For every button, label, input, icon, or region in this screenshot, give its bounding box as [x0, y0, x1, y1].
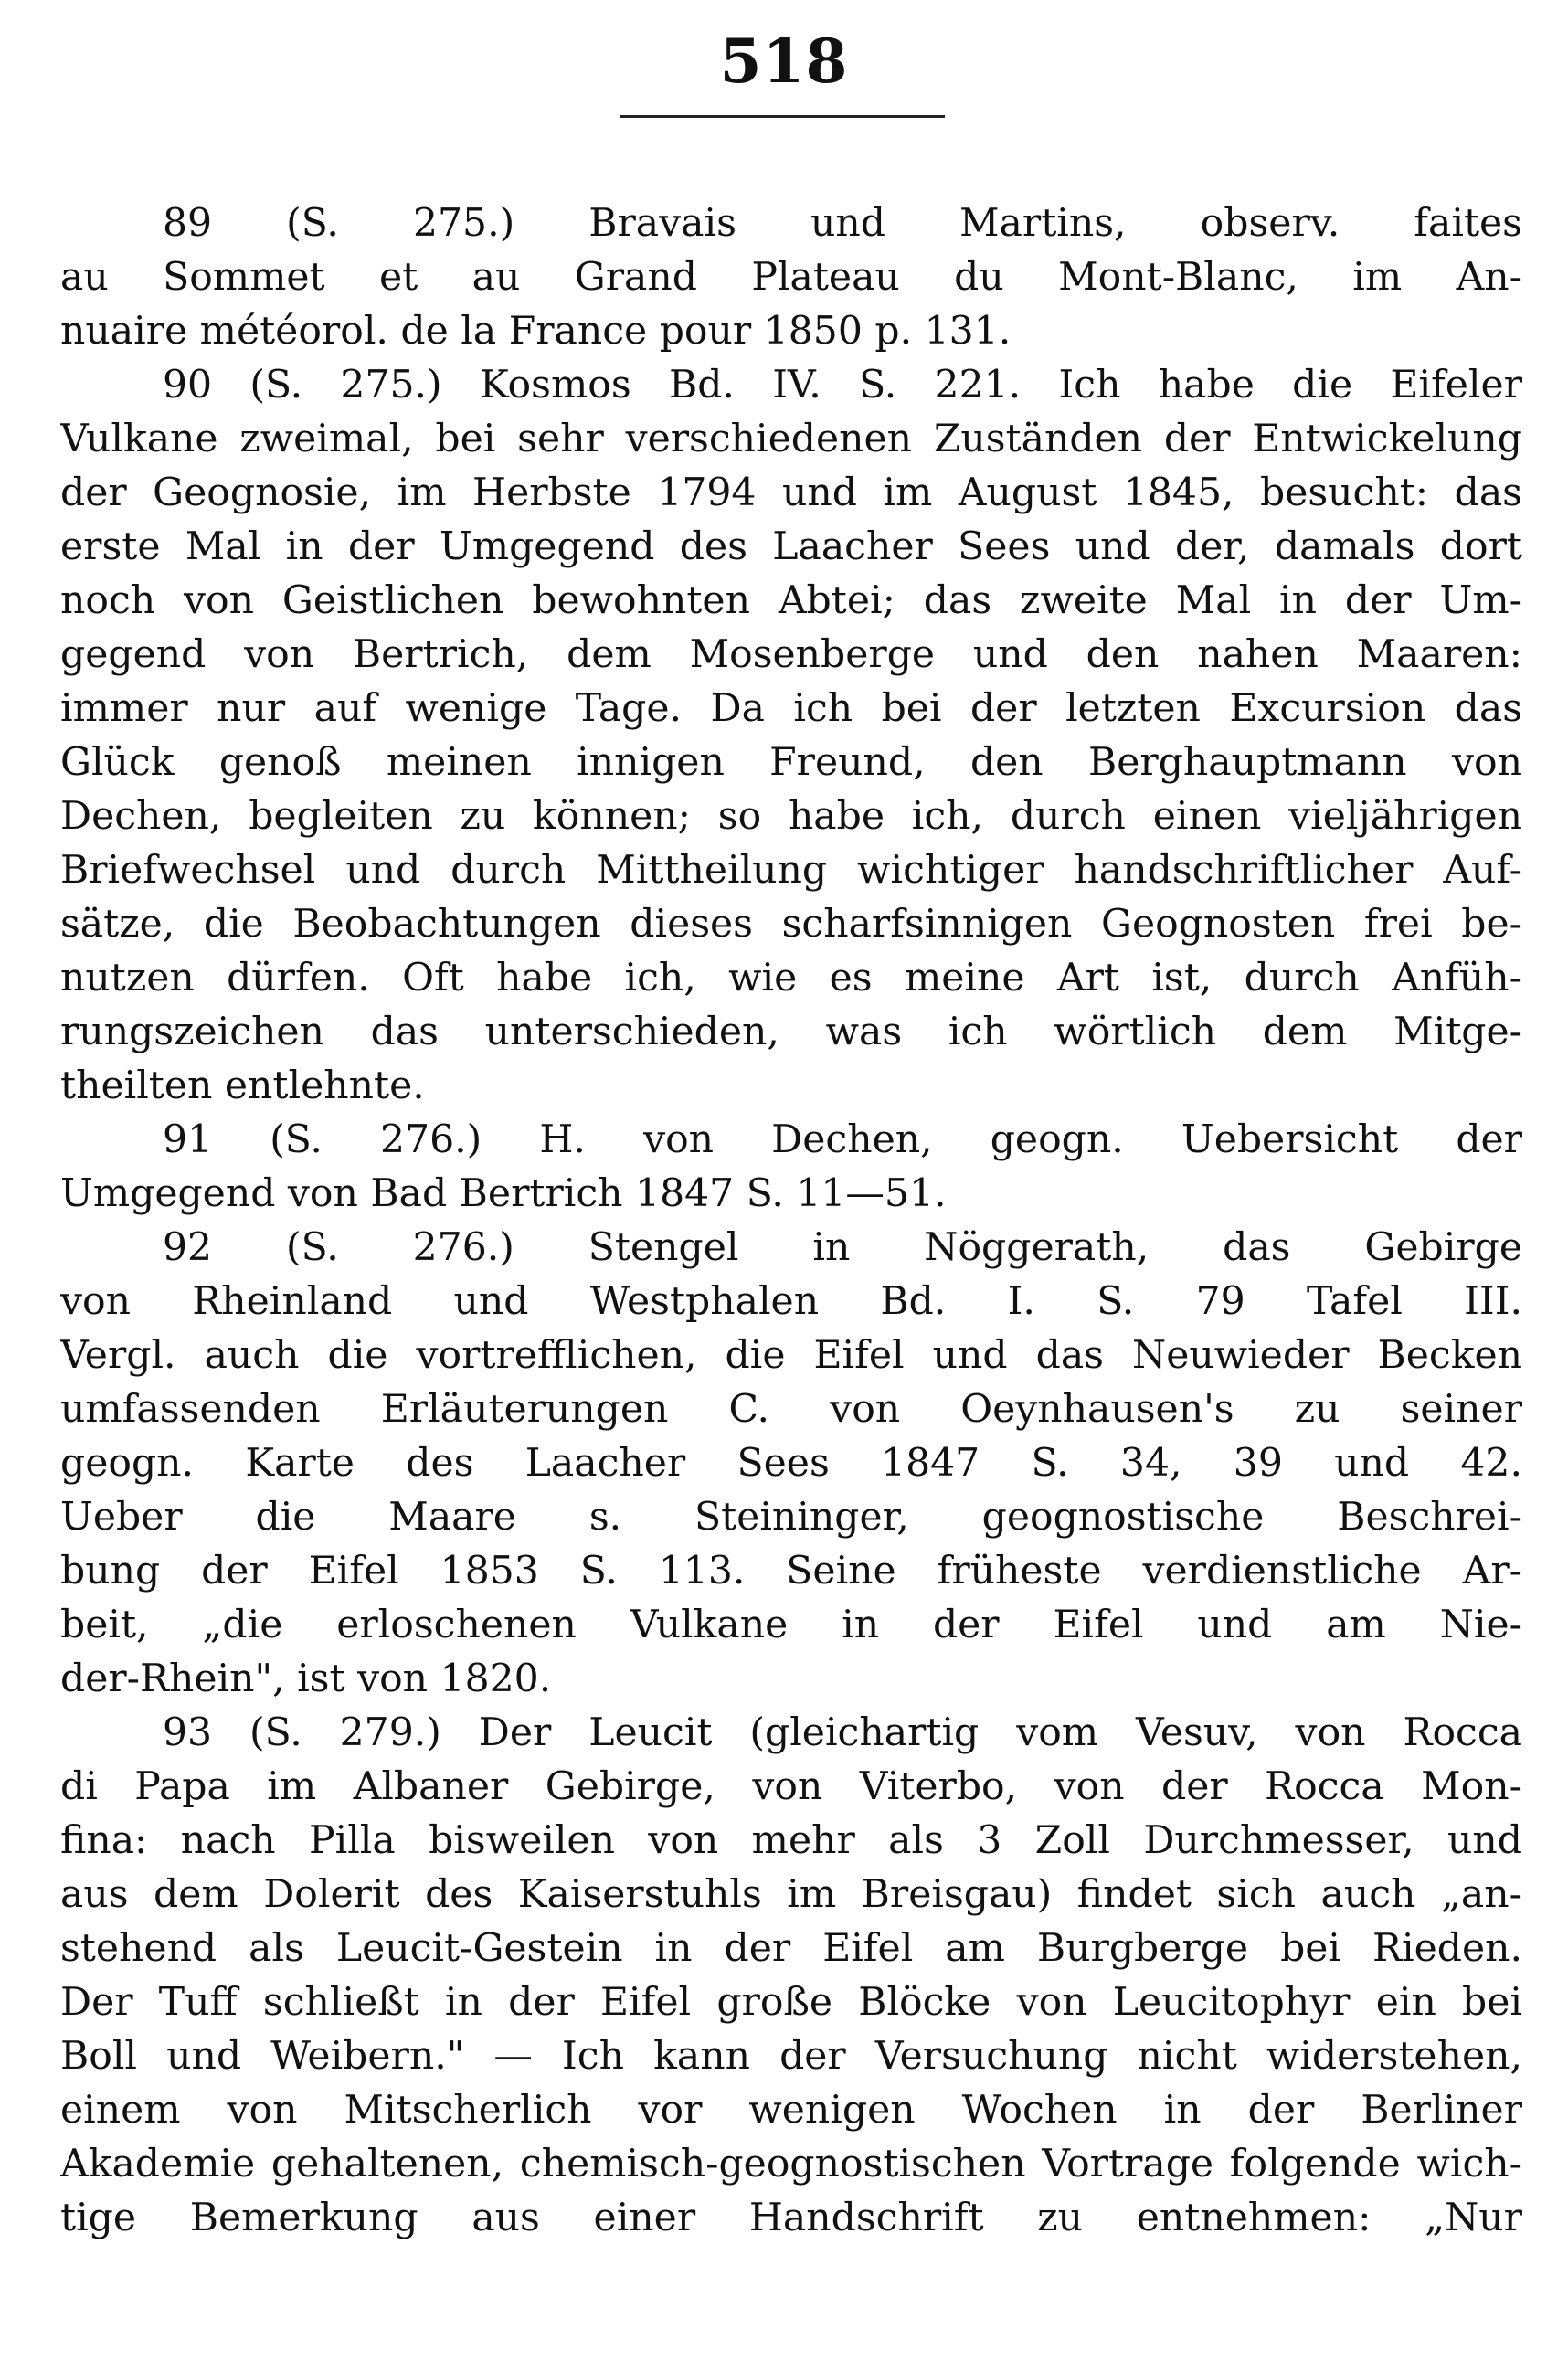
text-line: 89 (S. 275.) Bravais und Martins, observ. faites [163, 201, 1522, 246]
text-line: aus dem Dolerit des Kaiserstuhls im Breisgau) findet sich auch „an- [60, 1872, 1522, 1917]
text-line: der-Rhein", ist von 1820. [60, 1657, 552, 1701]
text-line: gegend von Bertrich, dem Mosenberge und den nahen Maaren: [60, 632, 1522, 677]
text-line: tige Bemerkung aus einer Handschrift zu entnehmen: „Nur [60, 2196, 1522, 2240]
text-line: beit, „die erloschenen Vulkane in der Eifel und am Nie- [60, 1603, 1522, 1647]
text-line: Der Tuff schließt in der Eifel große Blöcke von Leucitophyr ein bei [60, 1980, 1522, 2025]
page-number: 518 [719, 26, 849, 97]
text-line: Vergl. auch die vortrefflichen, die Eifel und das Neuwieder Becken [60, 1333, 1522, 1378]
text-line: Dechen, begleiten zu können; so habe ich, durch einen vieljährigen [60, 794, 1522, 839]
text-line: Umgegend von Bad Bertrich 1847 S. 11—51. [60, 1171, 947, 1216]
text-line: der Geognosie, im Herbste 1794 und im August 1845, besucht: das [60, 471, 1522, 515]
text-line: nutzen dürfen. Oft habe ich, wie es meine Art ist, durch Anfüh- [60, 956, 1522, 1001]
text-line: noch von Geistlichen bewohnten Abtei; das zweite Mal in der Um- [60, 578, 1522, 623]
text-line: sätze, die Beobachtungen dieses scharfsinnigen Geognosten frei be- [60, 902, 1522, 947]
text-line: au Sommet et au Grand Plateau du Mont-Blanc, im An- [60, 255, 1522, 300]
text-line: Ueber die Maare s. Steininger, geognostische Beschrei- [60, 1495, 1522, 1540]
text-line: 90 (S. 275.) Kosmos Bd. IV. S. 221. Ich habe die Eifeler [163, 363, 1522, 408]
text-line: theilten entlehnte. [60, 1064, 425, 1108]
text-line: bung der Eifel 1853 S. 113. Seine früheste verdienstliche Ar- [60, 1549, 1522, 1593]
text-line: nuaire météorol. de la France pour 1850 p. 131. [60, 309, 1012, 354]
text-line: 93 (S. 279.) Der Leucit (gleichartig vom Vesuv, von Rocca [163, 1710, 1522, 1755]
text-line: Briefwechsel und durch Mittheilung wichtiger handschriftlicher Auf- [60, 848, 1522, 893]
text-line: stehend als Leucit-Gestein in der Eifel am Burgberge bei Rieden. [60, 1926, 1522, 1971]
text-line: fina: nach Pilla bisweilen von mehr als 3 Zoll Durchmesser, und [60, 1818, 1522, 1863]
text-line: Glück genoß meinen innigen Freund, den Berghauptmann von [60, 740, 1522, 785]
text-line: rungszeichen das unterschieden, was ich wörtlich dem Mitge- [60, 1010, 1522, 1054]
text-line: von Rheinland und Westphalen Bd. I. S. 79 Tafel III. [60, 1279, 1522, 1324]
text-line: Akademie gehaltenen, chemisch-geognostischen Vortrage folgende wich- [60, 2142, 1522, 2186]
text-line: 91 (S. 276.) H. von Dechen, geogn. Uebersicht der [163, 1117, 1522, 1162]
text-line: erste Mal in der Umgegend des Laacher Sees und der, damals dort [60, 524, 1522, 569]
text-line: einem von Mitscherlich vor wenigen Wochen in der Berliner [60, 2088, 1522, 2133]
text-line: geogn. Karte des Laacher Sees 1847 S. 34, 39 und 42. [60, 1441, 1522, 1486]
text-line: Boll und Weibern." — Ich kann der Versuchung nicht widerstehen, [60, 2034, 1522, 2079]
text-line: Vulkane zweimal, bei sehr verschiedenen Zuständen der Entwickelung [60, 417, 1522, 461]
text-line: umfassenden Erläuterungen C. von Oeynhausen's zu seiner [60, 1387, 1522, 1432]
text-line: di Papa im Albaner Gebirge, von Viterbo, von der Rocca Mon- [60, 1764, 1522, 1809]
text-line: 92 (S. 276.) Stengel in Nöggerath, das Gebirge [163, 1225, 1522, 1270]
text-line: immer nur auf wenige Tage. Da ich bei der letzten Excursion das [60, 686, 1522, 731]
